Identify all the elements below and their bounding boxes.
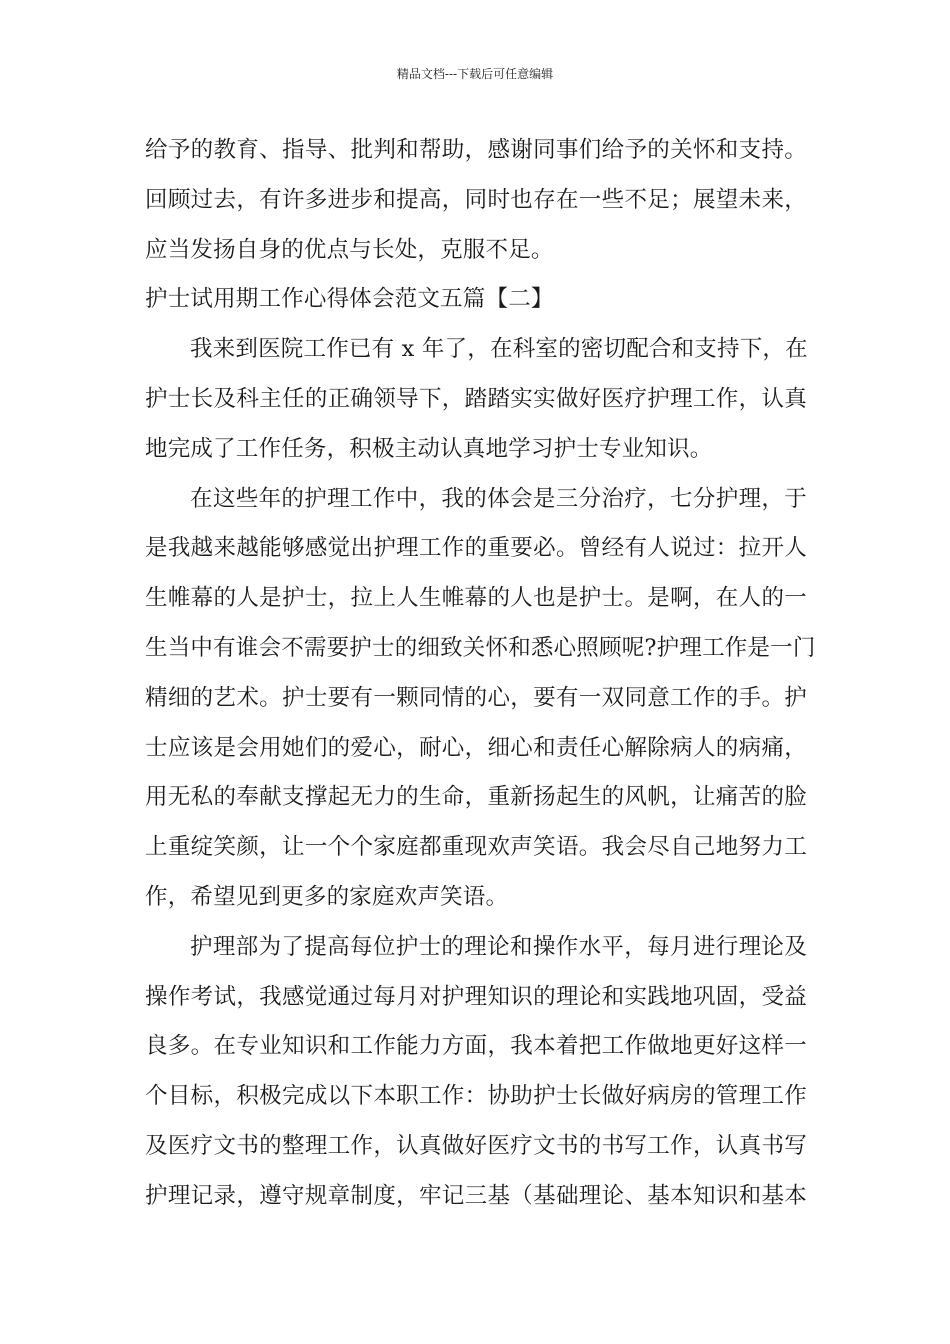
text-line: 个目标，积极完成以下本职工作：协助护士长做好病房的管理工作 (145, 1083, 807, 1110)
text-line: 是我越来越能够感觉出护理工作的重要必。曾经有人说过：拉开人 (145, 535, 807, 562)
text-line: 护士长及科主任的正确领导下，踏踏实实做好医疗护理工作，认真 (145, 385, 807, 412)
section-heading: 护士试用期工作心得体会范文五篇【二】 (145, 286, 554, 313)
text-line: 用无私的奉献支撑起无力的生命，重新扬起生的风帆，让痛苦的脸 (145, 784, 807, 811)
page-header: 精品文档---下载后可任意编辑 (396, 67, 554, 81)
text-line: 应当发扬自身的优点与长处，克服不足。 (145, 236, 554, 263)
text-line: 给予的教育、指导、批判和帮助，感谢同事们给予的关怀和支持。 (145, 137, 807, 163)
text-line: 护理记录，遵守规章制度，牢记三基（基础理论、基本知识和基本 (145, 1182, 807, 1209)
text-line: 作，希望见到更多的家庭欢声笑语。 (145, 883, 509, 910)
text-line: 我来到医院工作已有 x 年了，在科室的密切配合和支持下，在 (190, 336, 808, 363)
text-line: 士应该是会用她们的爱心，耐心，细心和责任心解除病人的病痛， (145, 734, 807, 761)
text-line: 上重绽笑颜，让一个个家庭都重现欢声笑语。我会尽自己地努力工 (145, 834, 807, 861)
text-line: 良多。在专业知识和工作能力方面，我本着把工作做地更好这样一 (145, 1033, 807, 1060)
text-line: 生当中有谁会不需要护士的细致关怀和悉心照顾呢?护理工作是一门 (145, 634, 816, 661)
text-line: 护理部为了提高每位护士的理论和操作水平，每月进行理论及 (190, 933, 807, 960)
text-line: 回顾过去，有许多进步和提高，同时也存在一些不足；展望未来， (145, 186, 807, 213)
text-line: 操作考试，我感觉通过每月对护理知识的理论和实践地巩固，受益 (145, 983, 807, 1010)
text-line: 生帷幕的人是护士，拉上人生帷幕的人也是护士。是啊，在人的一 (145, 585, 807, 612)
text-line: 在这些年的护理工作中，我的体会是三分治疗，七分护理，于 (190, 485, 807, 512)
document-body (145, 126, 816, 1222)
text-line: 地完成了工作任务，积极主动认真地学习护士专业知识。 (145, 435, 713, 462)
text-line: 精细的艺术。护士要有一颗同情的心，要有一双同意工作的手。护 (145, 684, 807, 711)
text-line: 及医疗文书的整理工作，认真做好医疗文书的书写工作，认真书写 (145, 1132, 807, 1159)
